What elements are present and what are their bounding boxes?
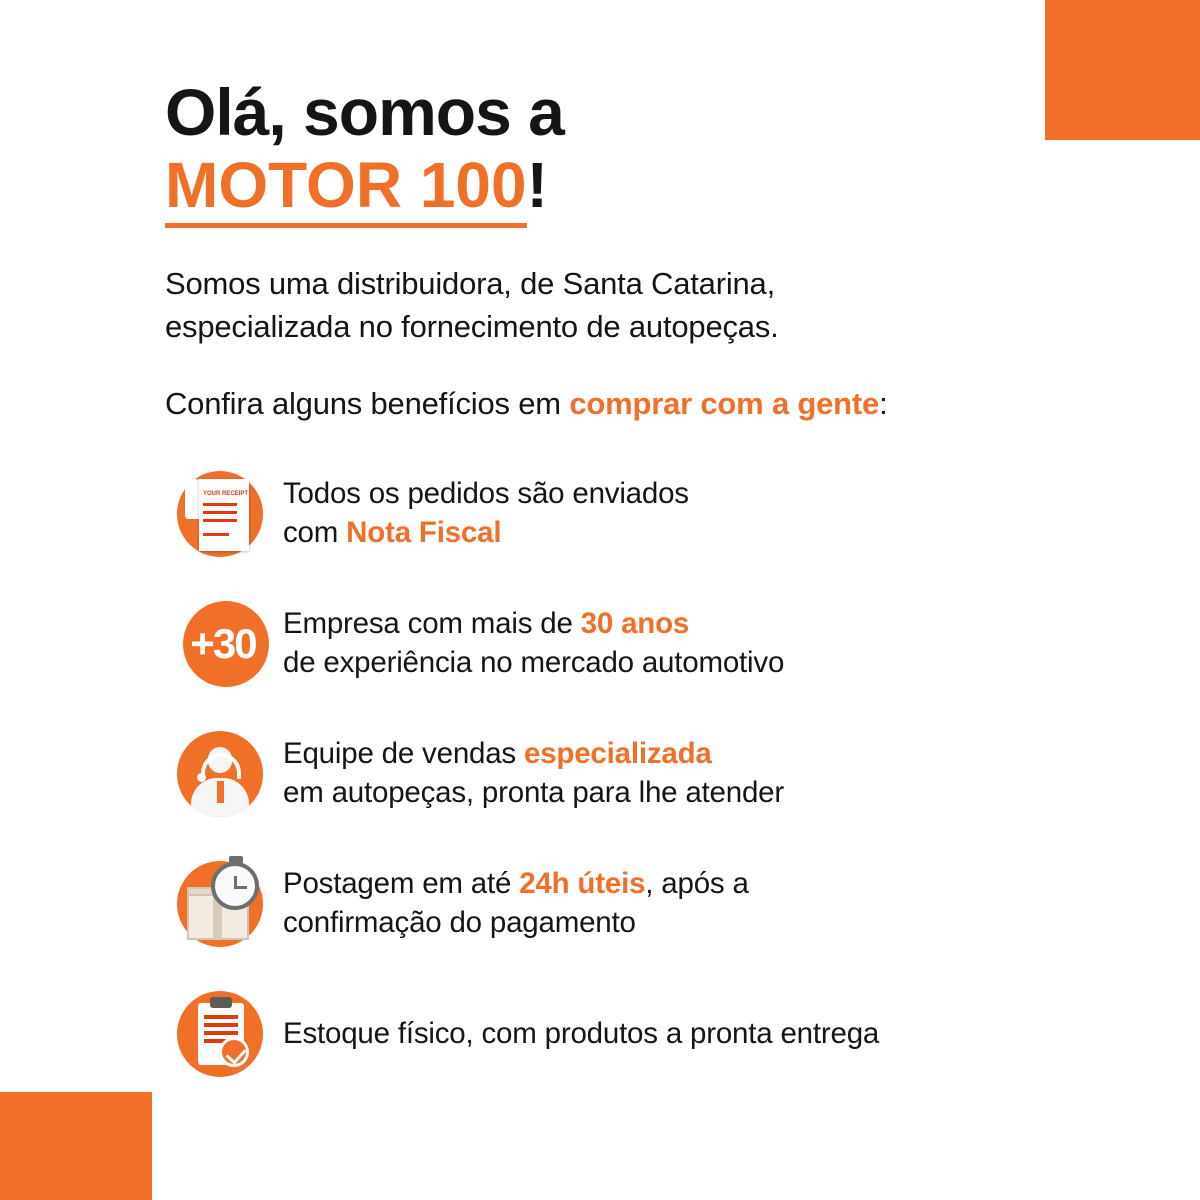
receipt-line bbox=[203, 503, 237, 506]
benefit-line-1-before: Equipe de vendas bbox=[283, 737, 524, 771]
benefits-list bbox=[165, 466, 1110, 1082]
support-agent-icon bbox=[177, 731, 263, 817]
agent-tie bbox=[217, 781, 224, 803]
headline-exclamation: ! bbox=[526, 149, 548, 222]
support-agent-icon-wrap bbox=[165, 726, 275, 822]
headline-line-1: Olá, somos a bbox=[165, 75, 564, 149]
benefits-lead-before: Confira alguns benefícios em bbox=[165, 386, 570, 422]
benefit-line-2-before: com bbox=[283, 516, 347, 550]
poster-content bbox=[165, 75, 1110, 1082]
benefit-line-1-before: Empresa com mais de bbox=[283, 607, 581, 641]
benefits-lead-highlight: comprar com a gente bbox=[569, 386, 880, 422]
intro-line-2: especializada no fornecimento de autopeças. bbox=[165, 308, 779, 344]
benefit-line-1-highlight: 30 anos bbox=[580, 607, 690, 641]
benefits-lead-after: : bbox=[879, 386, 888, 422]
receipt-icon-wrap bbox=[165, 466, 275, 562]
benefits-lead-text bbox=[165, 386, 1110, 422]
brand-name: MOTOR 100 bbox=[165, 149, 527, 228]
clipboard-check-icon bbox=[177, 991, 263, 1077]
clipboard-line bbox=[204, 1015, 238, 1019]
benefit-line-2 bbox=[283, 514, 689, 553]
receipt-line bbox=[203, 511, 237, 514]
intro-line-1: Somos uma distribuidora, de Santa Catarina, bbox=[165, 265, 776, 301]
icon-circle bbox=[177, 471, 263, 557]
stopwatch-hand bbox=[234, 886, 247, 889]
benefit-line-1 bbox=[283, 605, 784, 644]
receipt-total-line bbox=[203, 533, 229, 536]
benefit-line-1: Todos os pedidos são enviados bbox=[283, 477, 689, 511]
plus-thirty-label: +30 bbox=[190, 620, 256, 668]
benefit-line-1-highlight: 24h úteis bbox=[519, 867, 646, 901]
clipboard-line bbox=[204, 1023, 238, 1027]
benefit-line-1 bbox=[283, 735, 784, 774]
plus-thirty-icon-wrap bbox=[165, 596, 275, 692]
benefit-text bbox=[275, 605, 784, 683]
list-item bbox=[165, 986, 1110, 1082]
clipboard-clip bbox=[210, 997, 232, 1008]
benefit-line-1-before: Postagem em até bbox=[283, 867, 520, 901]
benefit-line-2-highlight: Nota Fiscal bbox=[346, 516, 502, 550]
receipt-icon bbox=[177, 471, 263, 557]
agent-headset bbox=[201, 753, 241, 779]
benefit-text bbox=[275, 1015, 879, 1054]
bottom-left-accent-square bbox=[0, 1092, 152, 1200]
list-item bbox=[165, 856, 1110, 952]
receipt-paper bbox=[199, 479, 249, 551]
receipt-header-text: YOUR RECEIPT bbox=[203, 491, 249, 498]
intro-paragraph bbox=[165, 263, 1110, 349]
benefit-text bbox=[275, 475, 689, 553]
benefit-line-1: Estoque físico, com produtos a pronta entrega bbox=[283, 1016, 880, 1050]
plus-thirty-icon bbox=[165, 596, 275, 692]
benefit-line-1 bbox=[283, 865, 749, 904]
benefit-line-1-after: , após a bbox=[645, 867, 749, 901]
receipt-line bbox=[203, 519, 237, 522]
package-stopwatch-icon-wrap bbox=[165, 856, 275, 952]
benefit-line-2: em autopeças, pronta para lhe atender bbox=[283, 776, 784, 810]
list-item bbox=[165, 726, 1110, 822]
clipboard-check-icon-wrap bbox=[165, 986, 275, 1082]
package-stopwatch-icon bbox=[165, 856, 275, 952]
benefit-line-1-highlight: especializada bbox=[523, 737, 712, 771]
list-item bbox=[165, 596, 1110, 692]
benefit-text bbox=[275, 735, 784, 813]
benefit-text bbox=[275, 865, 749, 943]
headline-line-2 bbox=[165, 149, 1110, 223]
list-item bbox=[165, 466, 1110, 562]
clipboard-line bbox=[204, 1031, 238, 1035]
benefit-line-2: confirmação do pagamento bbox=[283, 906, 636, 940]
benefit-line-2: de experiência no mercado automotivo bbox=[283, 646, 785, 680]
